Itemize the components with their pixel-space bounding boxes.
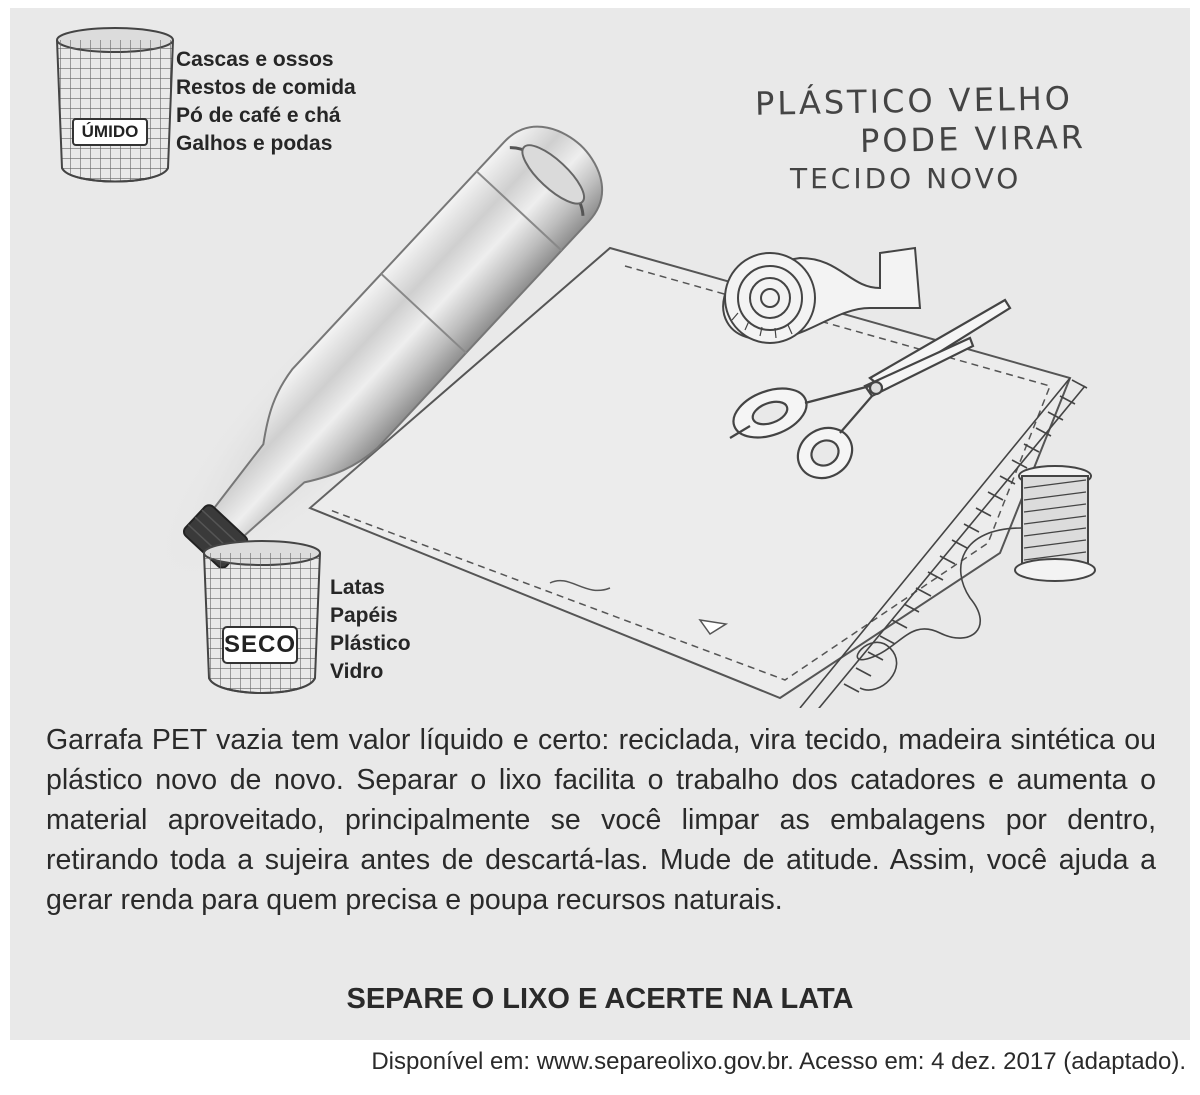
- handwritten-line-3: TECIDO NOVO: [790, 162, 1022, 195]
- handwritten-line-1: PLÁSTICO VELHO: [754, 79, 1074, 123]
- umido-item: Cascas e ossos: [176, 48, 334, 71]
- seco-label: SECO: [222, 626, 298, 664]
- seco-item: Latas: [330, 576, 385, 599]
- umido-item: Galhos e podas: [176, 132, 333, 155]
- umido-label: ÚMIDO: [72, 118, 148, 146]
- seco-items-list: [330, 574, 411, 686]
- umido-items-list: [176, 46, 356, 158]
- source-citation: Disponível em: www.separeolixo.gov.br. Acesso em: 4 dez. 2017 (adaptado).: [371, 1048, 1186, 1075]
- seco-item: Plástico: [330, 632, 411, 655]
- seco-bin-icon: [204, 541, 320, 693]
- umido-item: Pó de café e chá: [176, 104, 341, 127]
- umido-item: Restos de comida: [176, 76, 356, 99]
- slogan: SEPARE O LIXO E ACERTE NA LATA: [346, 983, 854, 1015]
- handwritten-line-2: PODE VIRAR: [859, 118, 1087, 160]
- body-text: Garrafa PET vazia tem valor líquido e certo: reciclada, vira tecido, madeira sintética ou plástico novo de novo. Separar o lixo facilita o trabalho dos catadores e aumenta o material aproveitado, principalmente se você limpar as embalagens por dentro, retirando toda a sujeira antes de descartá-las. Mude de atitude. Assim, você ajuda a gerar renda para quem precisa e poupa recursos naturais.: [46, 724, 1156, 916]
- ad-panel: [10, 8, 1190, 1040]
- seco-item: Vidro: [330, 660, 384, 683]
- umido-bin-icon: [57, 28, 173, 182]
- seco-item: Papéis: [330, 604, 398, 627]
